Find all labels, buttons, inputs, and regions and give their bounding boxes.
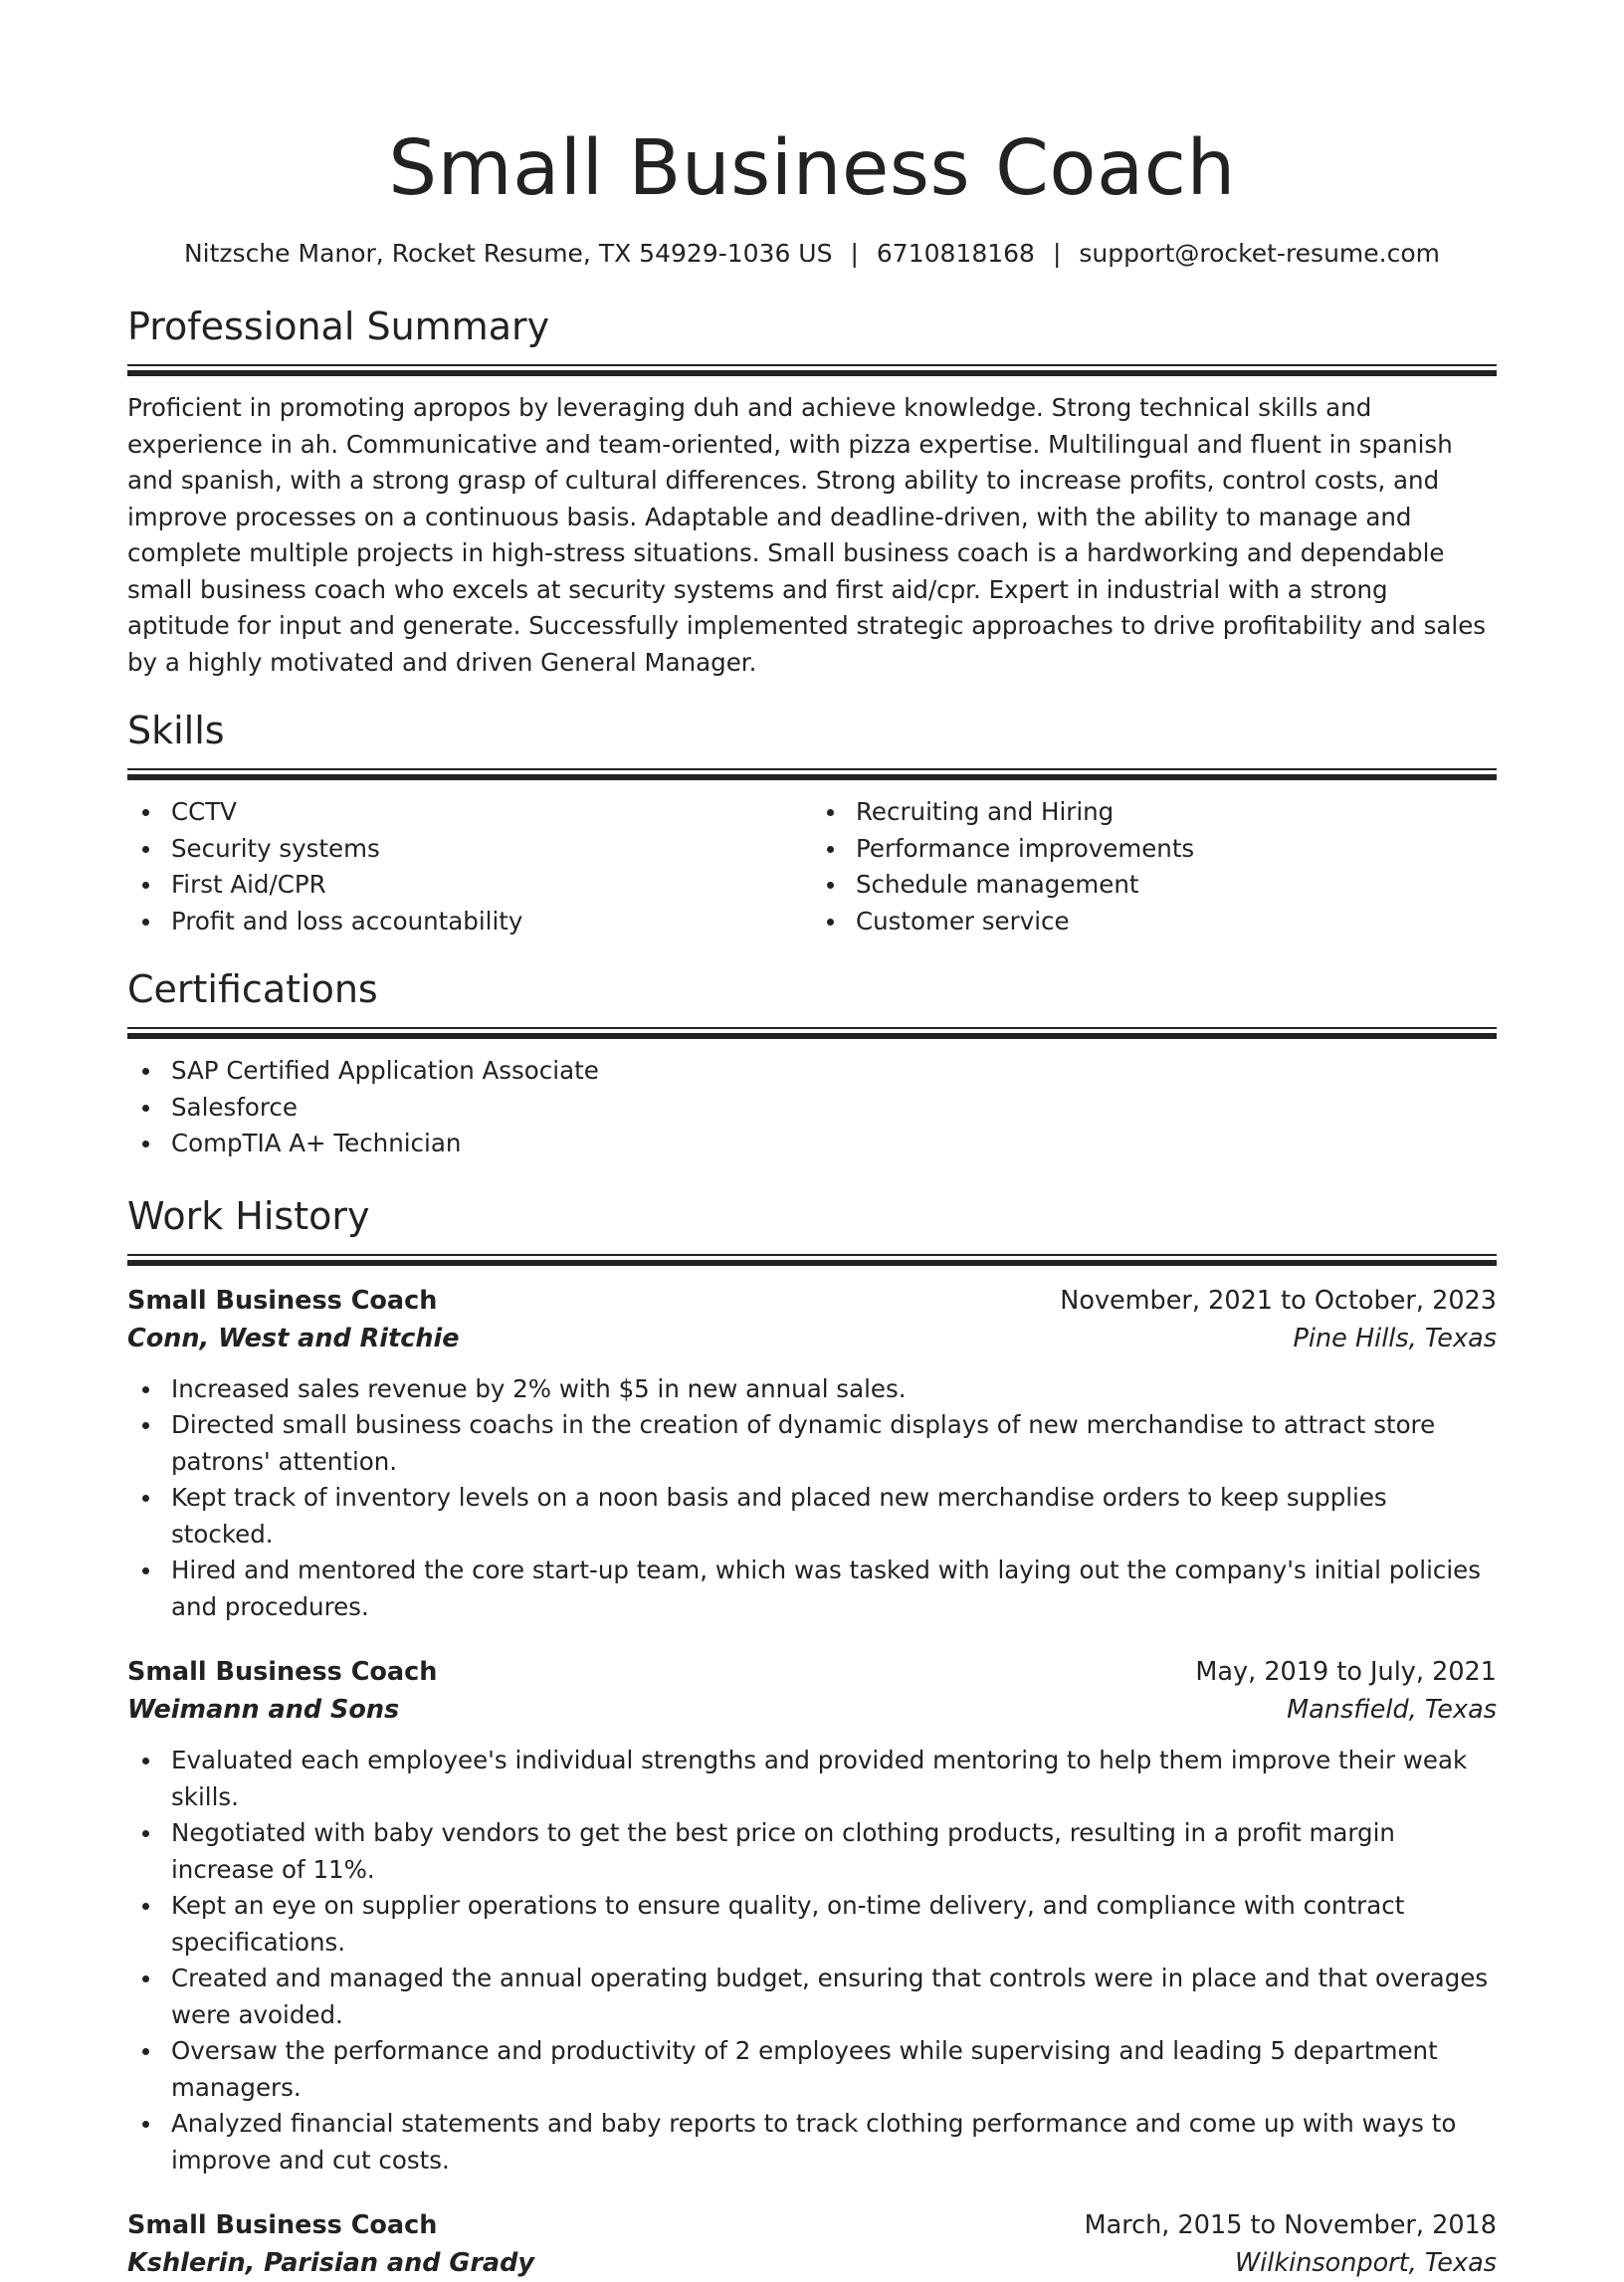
job-bullets bbox=[127, 1743, 1497, 2178]
job-location: Wilkinsonport, Texas bbox=[1235, 2244, 1497, 2282]
job-bullet: Oversaw the performance and productivity of 2 employees while supervising and leading 5 department managers. bbox=[127, 2033, 1497, 2106]
job-dates: November, 2021 to October, 2023 bbox=[1060, 1282, 1497, 1320]
contact-address: Nitzsche Manor, Rocket Resume, TX 54929-1036 US bbox=[184, 239, 832, 268]
section-title-work-history: Work History bbox=[127, 1192, 1497, 1240]
resume-page bbox=[0, 123, 1624, 2225]
section-divider bbox=[127, 1254, 1497, 1266]
job-subheader bbox=[127, 1320, 1497, 1357]
job-bullet: Hired and mentored the core start-up team, which was tasked with laying out the company's initial policies and procedures. bbox=[127, 1553, 1497, 1625]
skills-list-right bbox=[812, 794, 1497, 939]
job-title: Small Business Coach bbox=[127, 1653, 437, 1691]
job-company: Weimann and Sons bbox=[127, 1691, 399, 1729]
section-divider bbox=[127, 1027, 1497, 1039]
skill-item: CCTV bbox=[127, 794, 812, 831]
contact-separator: | bbox=[850, 239, 858, 268]
skill-item: Performance improvements bbox=[812, 831, 1497, 868]
contact-email: support@rocket-resume.com bbox=[1079, 239, 1440, 268]
skill-item: First Aid/CPR bbox=[127, 867, 812, 904]
job-entry bbox=[127, 2206, 1497, 2282]
skill-item: Recruiting and Hiring bbox=[812, 794, 1497, 831]
section-title-summary: Professional Summary bbox=[127, 303, 1497, 350]
certification-item: Salesforce bbox=[127, 1090, 1497, 1127]
summary-section bbox=[127, 303, 1497, 681]
job-header bbox=[127, 1282, 1497, 1320]
resume-name: Small Business Coach bbox=[127, 123, 1497, 215]
certifications-section bbox=[127, 965, 1497, 1162]
job-bullets bbox=[127, 1371, 1497, 1626]
job-subheader bbox=[127, 1691, 1497, 1729]
job-company: Kshlerin, Parisian and Grady bbox=[127, 2244, 534, 2282]
job-bullet: Directed small business coachs in the creation of dynamic displays of new merchandise to attract store patrons' attention. bbox=[127, 1407, 1497, 1480]
skill-item: Security systems bbox=[127, 831, 812, 868]
skills-section bbox=[127, 707, 1497, 939]
skill-item: Schedule management bbox=[812, 867, 1497, 904]
job-title: Small Business Coach bbox=[127, 1282, 437, 1320]
job-bullet: Negotiated with baby vendors to get the best price on clothing products, resulting in a profit margin increase of 11%. bbox=[127, 1815, 1497, 1888]
job-bullet: Created and managed the annual operating budget, ensuring that controls were in place and that overages were avoided. bbox=[127, 1961, 1497, 2033]
job-bullet: Evaluated each employee's individual strengths and provided mentoring to help them improve their weak skills. bbox=[127, 1743, 1497, 1815]
skill-item: Profit and loss accountability bbox=[127, 904, 812, 940]
section-divider bbox=[127, 364, 1497, 376]
skill-item: Customer service bbox=[812, 904, 1497, 940]
contact-phone: 6710818168 bbox=[877, 239, 1035, 268]
skills-list-left bbox=[127, 794, 812, 939]
job-bullet: Kept an eye on supplier operations to ensure quality, on-time delivery, and compliance with contract specifications. bbox=[127, 1888, 1497, 1961]
job-title: Small Business Coach bbox=[127, 2206, 437, 2244]
certifications-list bbox=[127, 1053, 1497, 1162]
certification-item: SAP Certified Application Associate bbox=[127, 1053, 1497, 1090]
section-title-certifications: Certifications bbox=[127, 965, 1497, 1013]
job-subheader bbox=[127, 2244, 1497, 2282]
contact-separator: | bbox=[1053, 239, 1061, 268]
job-header bbox=[127, 2206, 1497, 2244]
job-location: Pine Hills, Texas bbox=[1294, 1320, 1497, 1357]
summary-text: Proficient in promoting apropos by leveraging duh and achieve knowledge. Strong technical skills and experience in ah. Communicative and team-oriented, with pizza expertise. Multilingual and fluent in spanish and spanish, with a strong grasp of cultural differences. Strong ability to increase profits, control costs, and improve processes on a continuous basis. Adaptable and deadline-driven, with the ability to manage and complete multiple projects in high-stress situations. Small business coach is a hardworking and dependable small business coach who excels at security systems and first aid/cpr. Expert in industrial with a strong aptitude for input and generate. Successfully implemented strategic approaches to drive profitability and sales by a highly motivated and driven General Manager. bbox=[127, 390, 1497, 681]
job-entry bbox=[127, 1653, 1497, 2178]
job-location: Mansfield, Texas bbox=[1287, 1691, 1497, 1729]
job-bullet: Increased sales revenue by 2% with $5 in new annual sales. bbox=[127, 1371, 1497, 1408]
job-entry bbox=[127, 1282, 1497, 1626]
skills-columns bbox=[127, 794, 1497, 939]
job-dates: March, 2015 to November, 2018 bbox=[1085, 2206, 1497, 2244]
work-history-section bbox=[127, 1192, 1497, 2282]
section-title-skills: Skills bbox=[127, 707, 1497, 754]
job-company: Conn, West and Ritchie bbox=[127, 1320, 460, 1357]
job-dates: May, 2019 to July, 2021 bbox=[1195, 1653, 1497, 1691]
job-bullet: Analyzed financial statements and baby reports to track clothing performance and come up with ways to improve and cut costs. bbox=[127, 2106, 1497, 2178]
section-divider bbox=[127, 768, 1497, 780]
job-bullet: Kept track of inventory levels on a noon basis and placed new merchandise orders to keep supplies stocked. bbox=[127, 1480, 1497, 1553]
job-header bbox=[127, 1653, 1497, 1691]
certification-item: CompTIA A+ Technician bbox=[127, 1126, 1497, 1162]
contact-line bbox=[127, 237, 1497, 271]
